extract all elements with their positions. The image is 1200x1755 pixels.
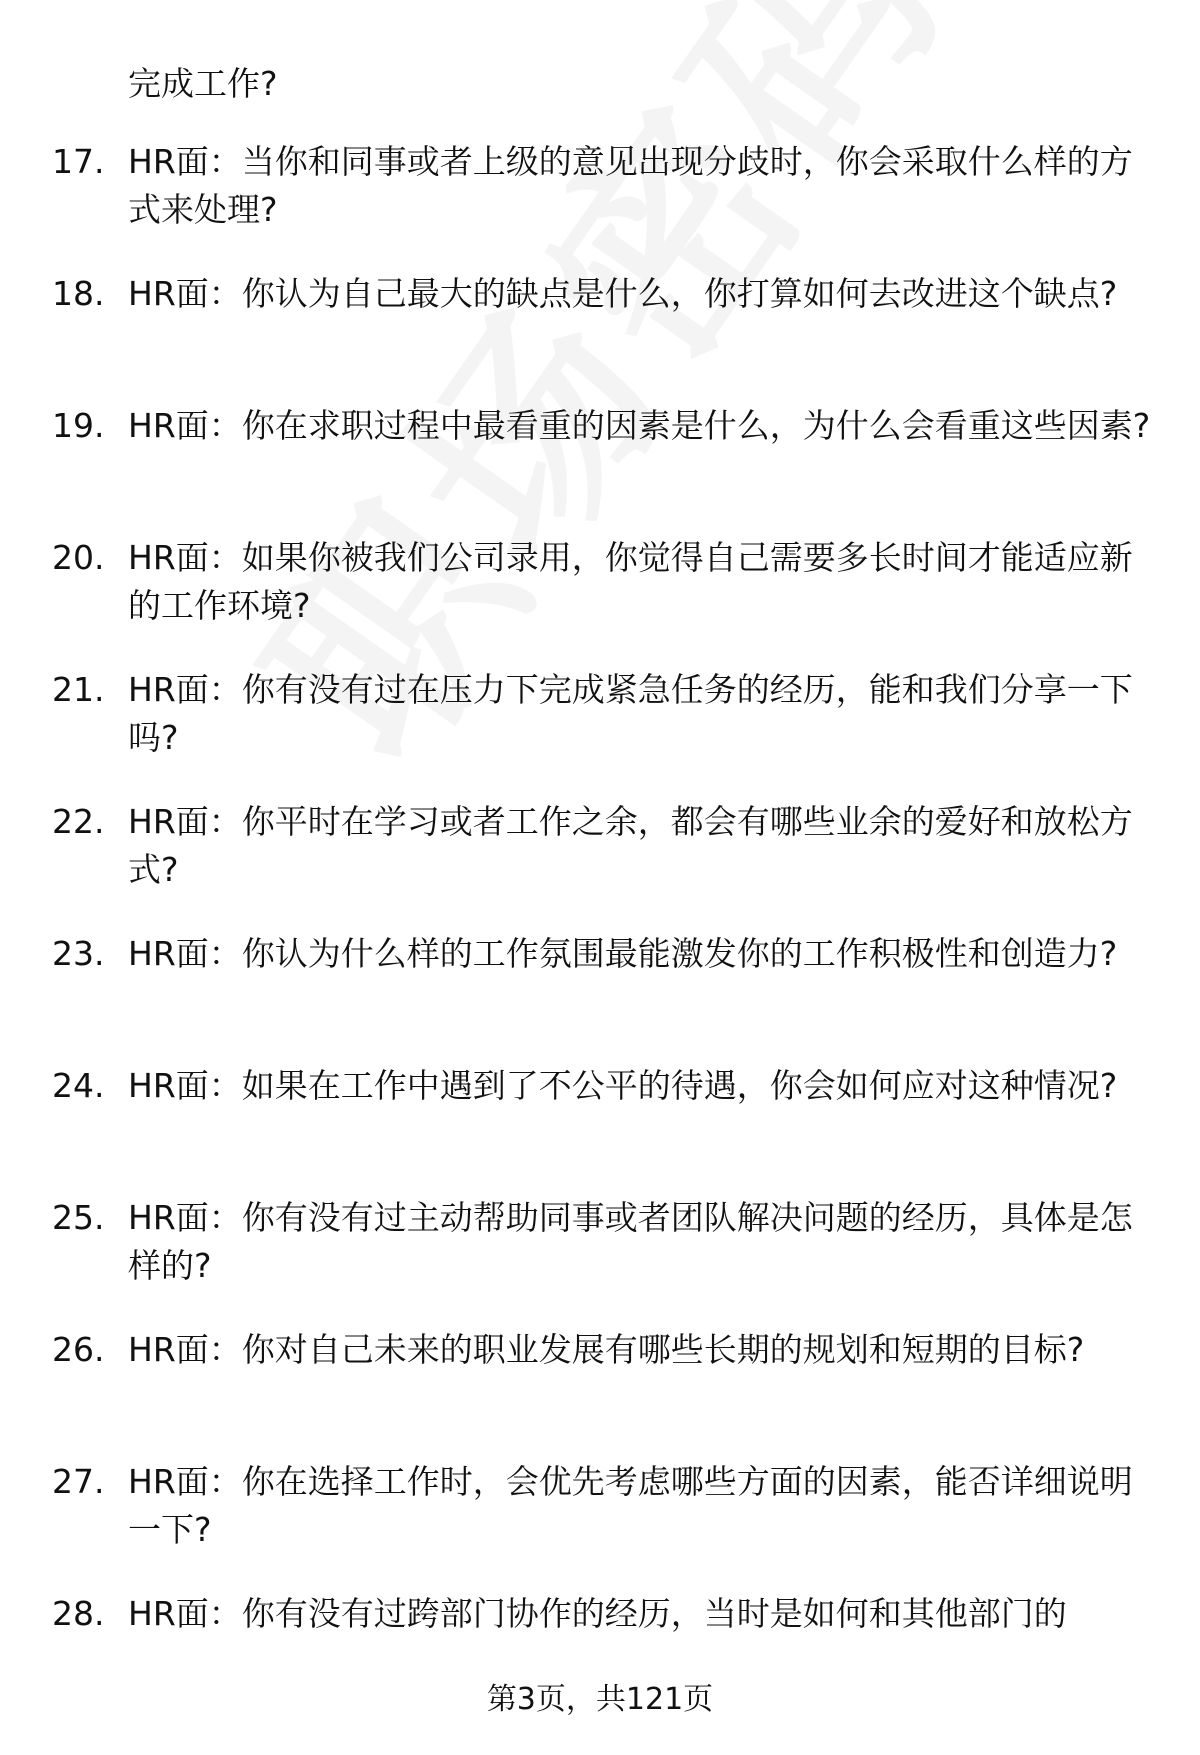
question-item [0, 798, 1200, 930]
question-text: HR面：你认为自己最大的缺点是什么，你打算如何去改进这个缺点? [128, 274, 1118, 313]
question-text: HR面：如果在工作中遇到了不公平的待遇，你会如何应对这种情况? [128, 1066, 1118, 1105]
question-text: HR面：你平时在学习或者工作之余，都会有哪些业余的爱好和放松方式? [128, 802, 1133, 889]
question-number: 23. [52, 934, 105, 973]
question-text: HR面：你在求职过程中最看重的因素是什么，为什么会看重这些因素? [128, 406, 1151, 445]
question-item [0, 402, 1200, 534]
question-text: HR面：你在选择工作时，会优先考虑哪些方面的因素，能否详细说明一下? [128, 1462, 1133, 1549]
question-text: HR面：你有没有过主动帮助同事或者团队解决问题的经历，具体是怎样的? [128, 1198, 1133, 1285]
question-number: 26. [52, 1330, 105, 1369]
question-number: 20. [52, 538, 105, 577]
question-text: HR面：你有没有过在压力下完成紧急任务的经历，能和我们分享一下吗? [128, 670, 1133, 757]
question-item [0, 270, 1200, 402]
question-item [0, 534, 1200, 666]
question-item [0, 1458, 1200, 1590]
question-item [0, 1194, 1200, 1326]
question-number: 17. [52, 142, 105, 181]
question-number: 24. [52, 1066, 105, 1105]
question-item [0, 138, 1200, 270]
question-item [0, 930, 1200, 1062]
question-number: 19. [52, 406, 105, 445]
question-number: 22. [52, 802, 105, 841]
continued-question-text: 完成工作? [128, 64, 278, 103]
question-number: 18. [52, 274, 105, 313]
page-footer: 第3页，共121页 [486, 1682, 714, 1717]
question-text: HR面：如果你被我们公司录用，你觉得自己需要多长时间才能适应新的工作环境? [128, 538, 1133, 625]
question-item [0, 666, 1200, 798]
question-text: HR面：当你和同事或者上级的意见出现分歧时，你会采取什么样的方式来处理? [128, 142, 1133, 229]
question-number: 28. [52, 1594, 105, 1633]
question-number: 27. [52, 1462, 105, 1501]
question-item [0, 1326, 1200, 1458]
question-text: HR面：你有没有过跨部门协作的经历，当时是如何和其他部门的 [128, 1594, 1067, 1633]
question-number: 25. [52, 1198, 105, 1237]
question-number: 21. [52, 670, 105, 709]
question-item [0, 1062, 1200, 1194]
question-text: HR面：你对自己未来的职业发展有哪些长期的规划和短期的目标? [128, 1330, 1085, 1369]
question-text: HR面：你认为什么样的工作氛围最能激发你的工作积极性和创造力? [128, 934, 1118, 973]
question-list [0, 138, 1200, 1722]
